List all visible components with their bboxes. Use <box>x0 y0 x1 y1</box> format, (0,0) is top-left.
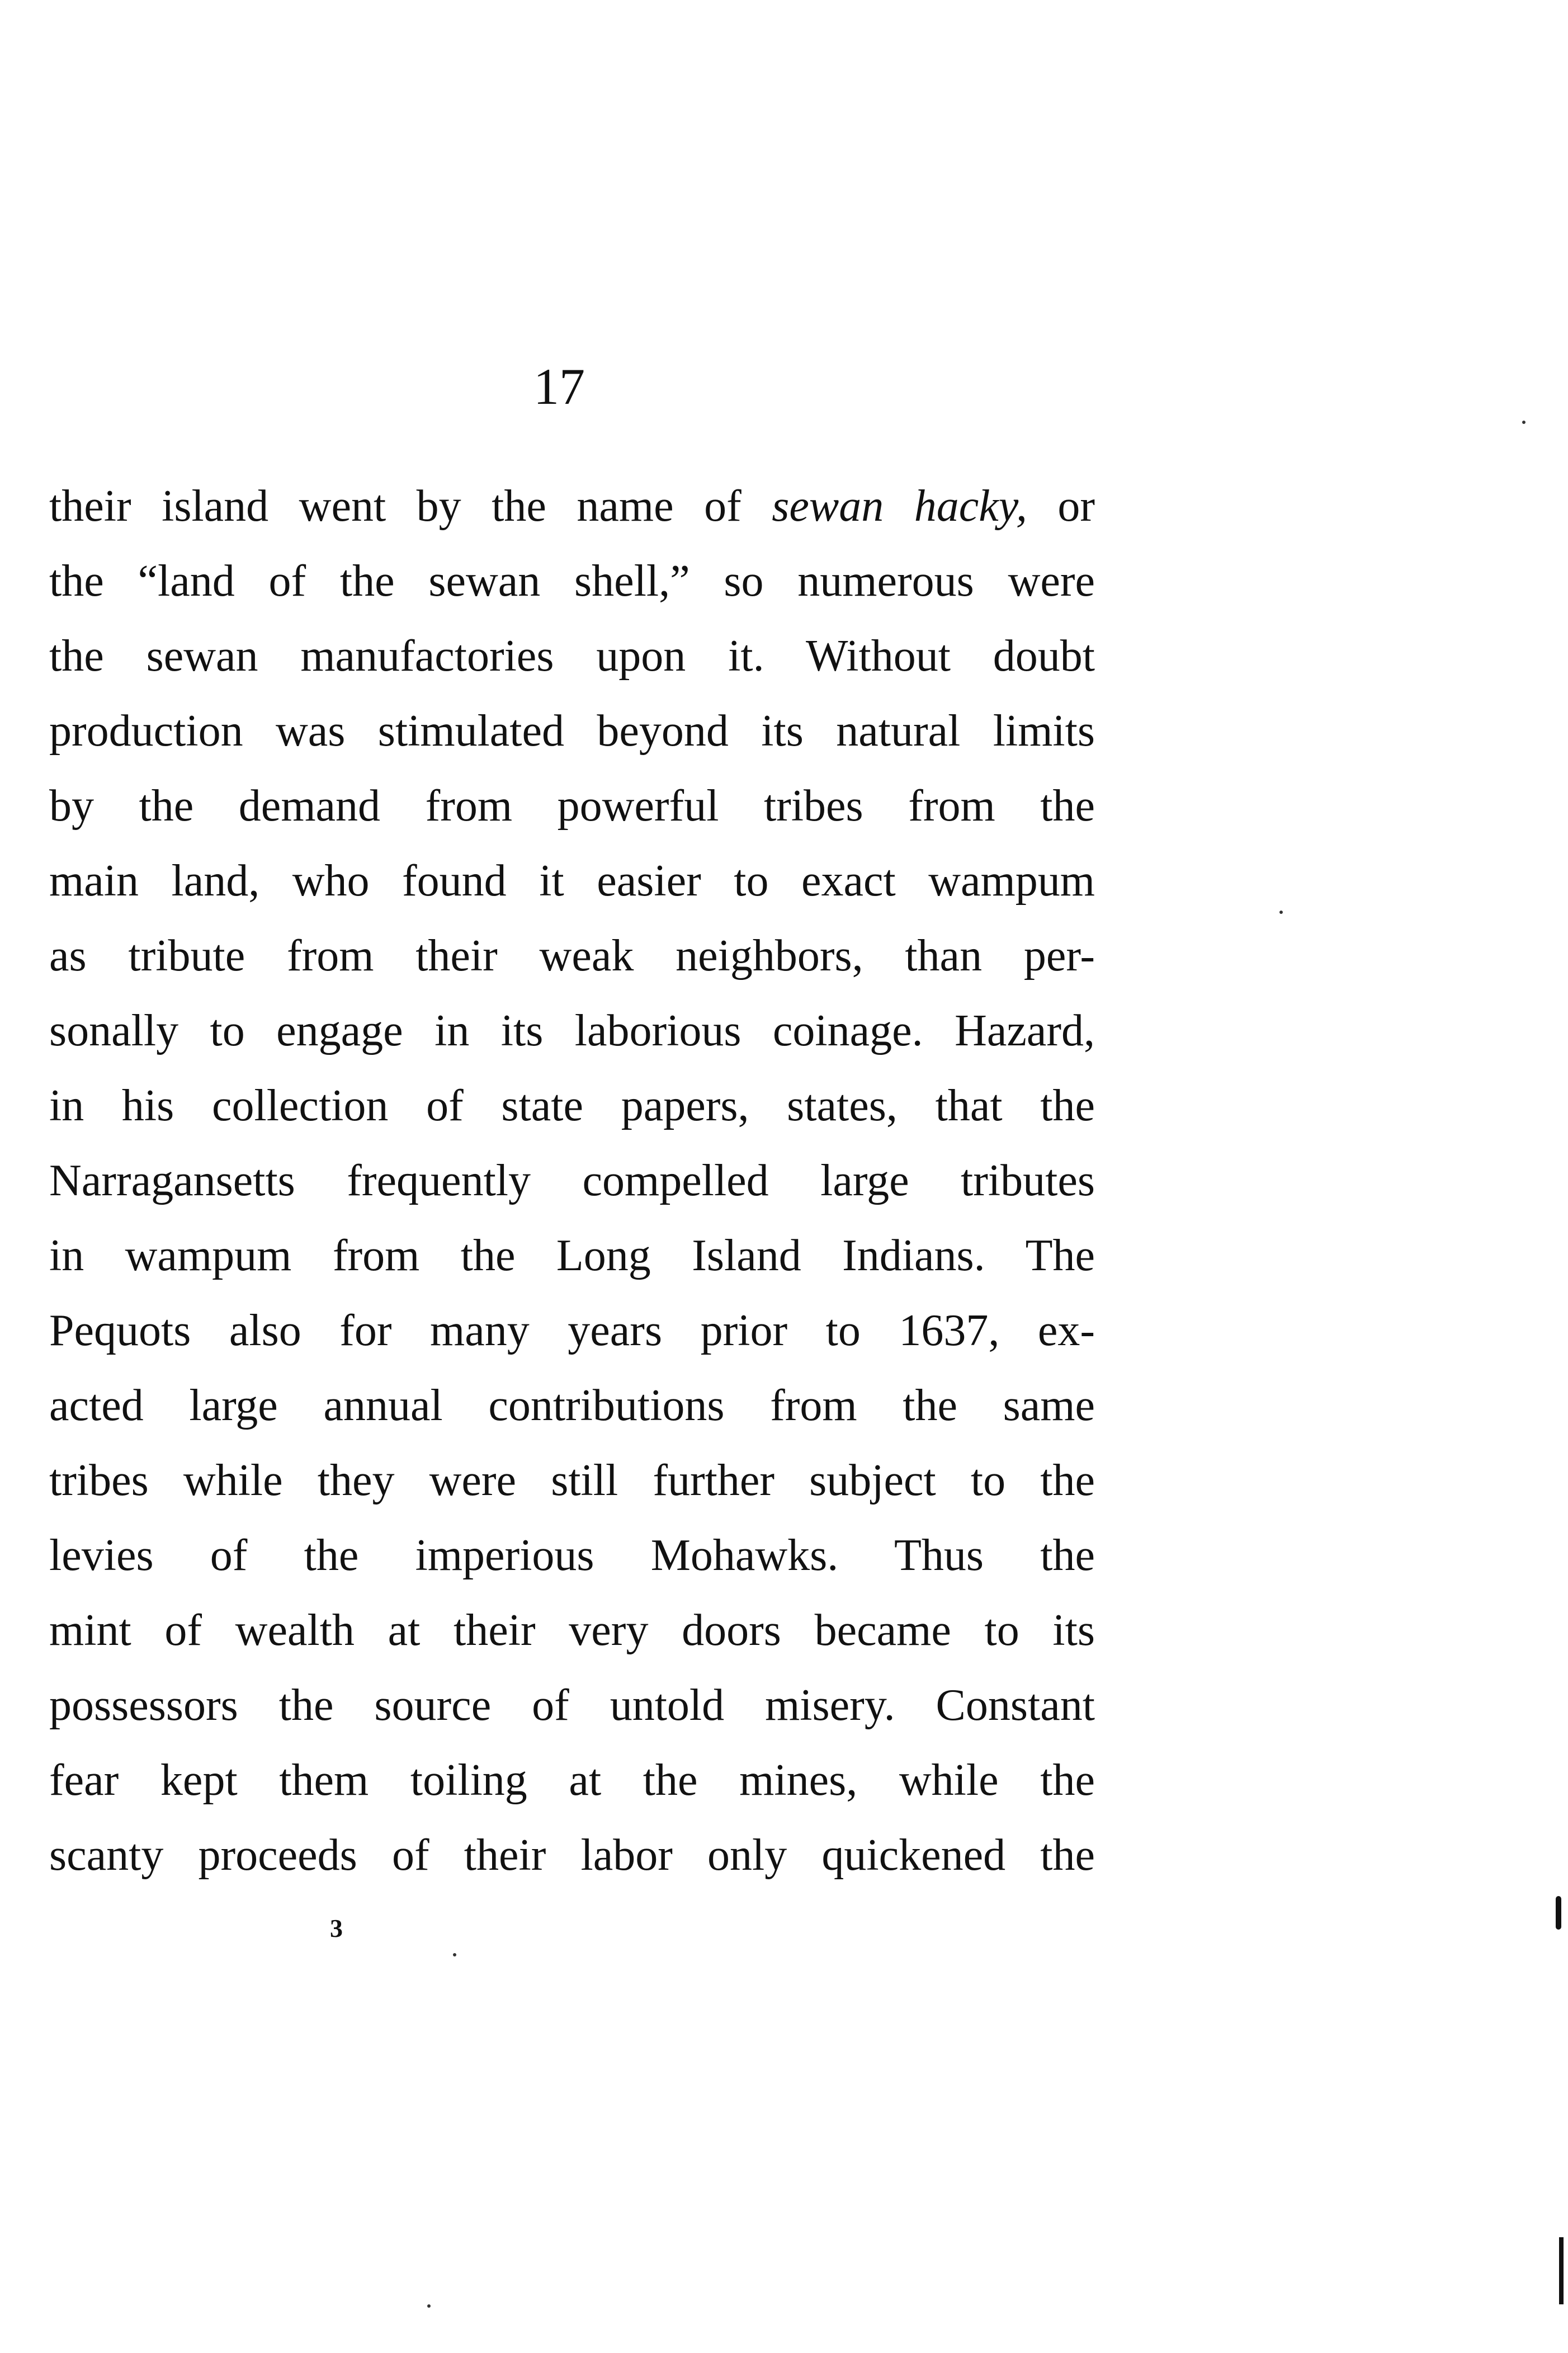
page-number: 17 <box>533 358 585 415</box>
text-line-11: in wampum from the Long Island Indians. The <box>49 1231 1095 1280</box>
body-text <box>49 469 1095 1893</box>
speck <box>1522 421 1526 424</box>
text-line-12: Pequots also for many years prior to 1637, ex- <box>49 1306 1095 1355</box>
text-line-7: as tribute from their weak neighbors, than per- <box>49 931 1095 980</box>
text-line-5: by the demand from powerful tribes from the <box>49 781 1095 831</box>
text-line-2: the “land of the sewan shell,” so numerous were <box>49 557 1095 606</box>
text-line-3: the sewan manufactories upon it. Without doubt <box>49 631 1095 681</box>
text-line-1-end: or <box>1027 482 1095 531</box>
text-line-14: tribes while they were still further subject to the <box>49 1456 1095 1505</box>
text-line-1 <box>49 469 1095 544</box>
text-line-16: mint of wealth at their very doors became to its <box>49 1606 1095 1655</box>
speck <box>453 1953 456 1956</box>
margin-mark <box>1559 2237 1564 2304</box>
text-line-13: acted large annual contributions from the same <box>49 1381 1095 1430</box>
text-line-19: scanty proceeds of their labor only quickened the <box>49 1831 1095 1880</box>
speck <box>1279 911 1283 914</box>
text-line-4: production was stimulated beyond its natural limits <box>49 706 1095 756</box>
text-line-10: Narragansetts frequently compelled large tributes <box>49 1156 1095 1205</box>
text-line-18: fear kept them toiling at the mines, while the <box>49 1756 1095 1805</box>
text-line-15: levies of the imperious Mohawks. Thus the <box>49 1531 1095 1580</box>
signature-mark: 3 <box>330 1914 343 1942</box>
text-line-17: possessors the source of untold misery. Constant <box>49 1681 1095 1730</box>
text-line-8: sonally to engage in its laborious coinage. Hazard, <box>49 1006 1095 1055</box>
speck <box>427 2304 431 2308</box>
margin-mark <box>1556 1896 1561 1930</box>
italic-phrase: sewan hacky, <box>772 482 1027 531</box>
text-line-9: in his collection of state papers, states, that the <box>49 1081 1095 1130</box>
text-line-1-start: their island went by the name of <box>49 482 772 531</box>
text-line-6: main land, who found it easier to exact wampum <box>49 856 1095 906</box>
